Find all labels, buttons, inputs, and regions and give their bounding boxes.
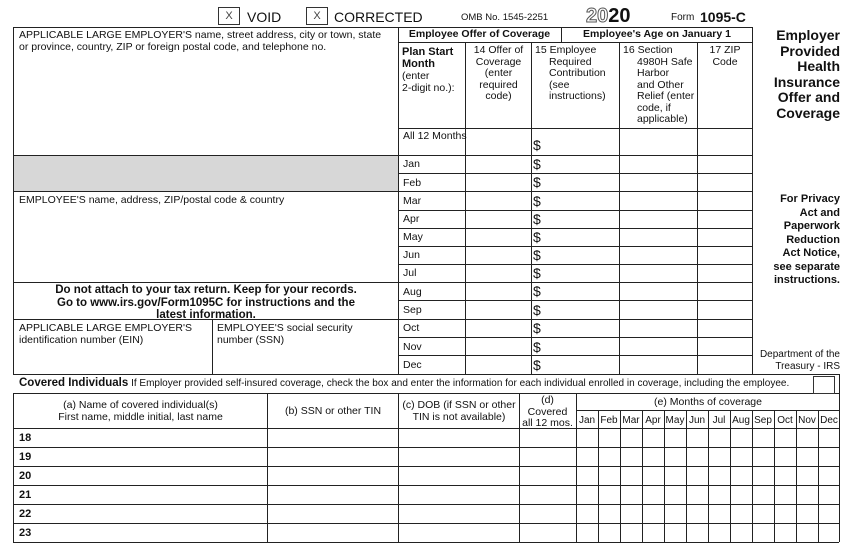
ein-field[interactable] [15,346,210,372]
month-abbr: Aug [732,415,750,426]
void-checkbox[interactable]: X [218,7,240,25]
self-insured-checkbox[interactable] [813,376,835,394]
irs-link[interactable]: Go to www.irs.gov/Form1095C for instructions and the [57,296,355,309]
plan-start-note: (enter 2-digit no.): [402,70,455,94]
month-label-sep: Sep [403,304,422,316]
month-label-jun: Jun [403,249,420,261]
covered-individuals-instruction: If Employer provided self-insured coverage, check the box and enter the information for each individual enrolled in coverage, including the employee. [131,378,790,389]
col14-header: 14 Offer of Coverage (enter required code) [473,44,524,102]
dollar-sign: $ [533,229,541,245]
covered-row-number: 23 [19,527,32,539]
dollar-sign: $ [533,174,541,190]
month-label-nov: Nov [403,341,422,353]
col-a-header: (a) Name of covered individual(s) First name, middle initial, last name [58,399,223,423]
dollar-sign: $ [533,339,541,355]
department-label: Department of the Treasury - IRS [759,349,840,372]
form-side-title: Employer Provided Health Insurance Offer and Coverage [773,27,840,121]
form-prefix: Form [671,12,695,23]
employee-age-header: Employee's Age on January 1 [583,28,731,40]
col-d-header: (d) Covered all 12 mos. [522,394,573,429]
month-label-jul: Jul [403,267,417,279]
col17-header: 17 ZIP Code [709,44,741,68]
covered-row-number: 22 [19,508,32,520]
shaded-cell [13,155,398,191]
month-label-all12: All 12 Months [403,130,467,142]
month-abbr: Dec [820,415,838,426]
dollar-sign: $ [533,265,541,281]
form-number: 1095-C [700,9,746,25]
month-abbr: Oct [777,415,793,426]
employer-address-field[interactable] [15,42,395,152]
month-abbr: May [665,415,685,426]
col-e-header: (e) Months of coverage [654,396,762,408]
month-abbr: Mar [622,415,640,426]
col-b-header: (b) SSN or other TIN [284,405,382,417]
covered-row-number: 21 [19,489,32,501]
covered-individuals-header [19,377,789,390]
employee-ssn-field[interactable] [214,346,396,372]
month-abbr: Feb [600,415,618,426]
employee-address-field[interactable] [15,208,395,280]
omb-number: OMB No. 1545-2251 [461,12,549,23]
covered-row-number: 19 [19,451,32,463]
ein-label: APPLICABLE LARGE EMPLOYER'S identification number (EIN) [19,322,192,346]
dollar-sign: $ [533,283,541,299]
tax-year [586,5,631,27]
tax-year-bold: 20 [608,5,631,27]
plan-start-label: Plan Start Month [402,46,454,70]
covered-row-number: 18 [19,432,32,444]
month-label-may: May [403,231,423,243]
month-label-mar: Mar [403,195,422,207]
dollar-sign: $ [533,137,541,153]
month-label-aug: Aug [403,286,422,298]
corrected-label: CORRECTED [334,9,423,25]
covered-row-number: 20 [19,470,32,482]
month-label-feb: Feb [403,177,422,189]
month-abbr: Jan [578,415,596,426]
offer-of-coverage-header: Employee Offer of Coverage [408,28,551,40]
col15-header: 15 Employee Required Contribution (see instructions) [535,44,606,102]
dollar-sign: $ [533,211,541,227]
month-abbr: Jun [688,415,706,426]
month-label-jan: Jan [403,158,420,170]
employee-address-label: EMPLOYEE'S name, address, ZIP/postal code & country [19,194,285,206]
col16-header: 16 Section 4980H Safe Harbor and Other Relief (enter code, if applicable) [623,44,695,125]
records-notice: Do not attach to your tax return. Keep for your records. Go to www.irs.gov/Form1095C for instructions and the latest information. [14,284,398,322]
col-c-header: (c) DOB (if SSN or other TIN is not available) [402,399,516,423]
corrected-checkbox[interactable]: X [306,7,328,25]
dollar-sign: $ [533,156,541,172]
month-abbr: Nov [798,415,816,426]
month-abbr: Jul [712,415,726,426]
covered-individuals-title: Covered Individuals [19,377,129,389]
month-label-dec: Dec [403,359,422,371]
dollar-sign: $ [533,357,541,373]
dollar-sign: $ [533,320,541,336]
void-label: VOID [247,9,282,25]
privacy-notice: For Privacy Act and Paperwork Reduction Act Notice, see separate instructions. [773,193,840,286]
month-label-oct: Oct [403,322,420,334]
dollar-sign: $ [533,247,541,263]
employer-address-label: APPLICABLE LARGE EMPLOYER'S name, street address, city or town, state or province, country, ZIP or foreign postal code, and telephone no. [19,29,382,53]
month-abbr: Sep [754,415,772,426]
dollar-sign: $ [533,193,541,209]
dollar-sign: $ [533,302,541,318]
month-label-apr: Apr [403,213,420,225]
ssn-label: EMPLOYEE'S social security number (SSN) [217,322,353,346]
tax-year-outline: 20 [586,5,609,27]
month-abbr: Apr [645,415,661,426]
